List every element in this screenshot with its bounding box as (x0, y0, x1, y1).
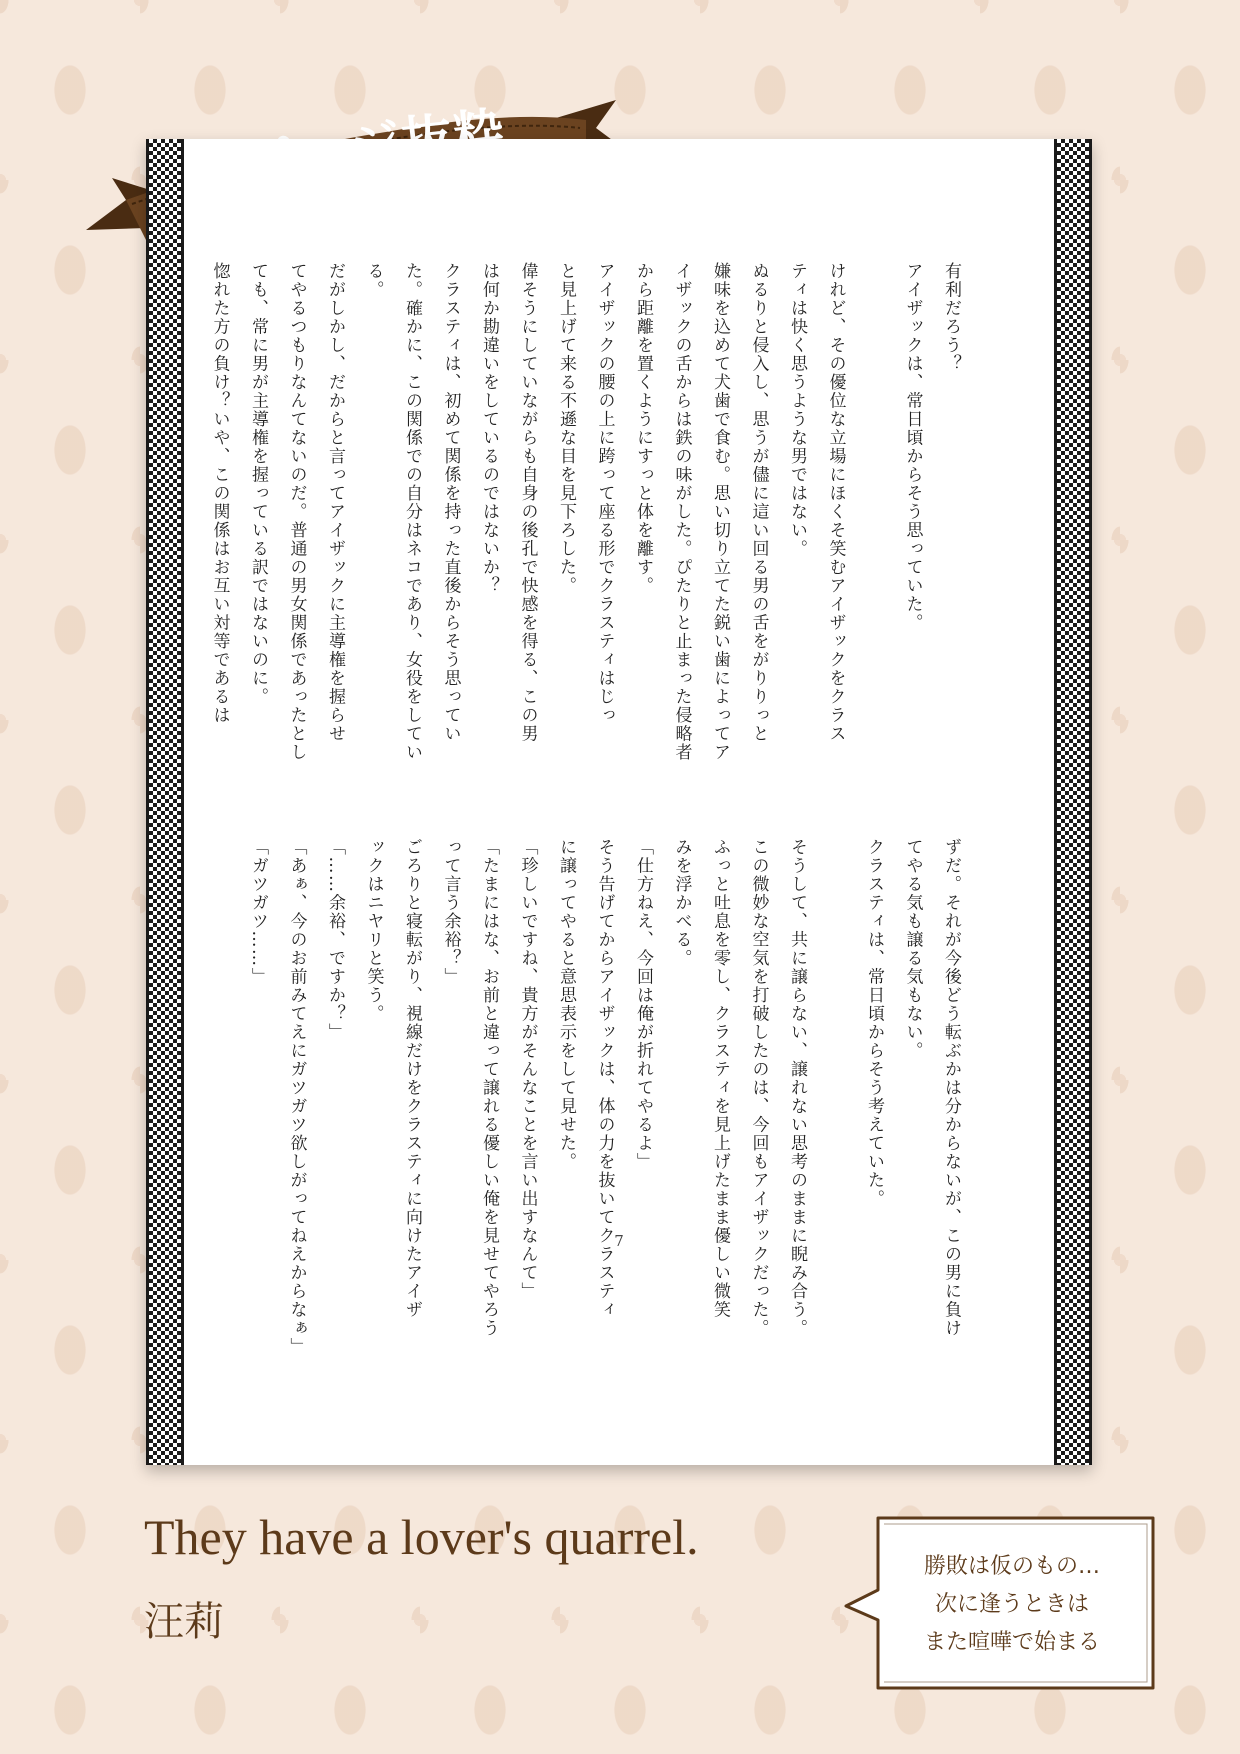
text-line: 有利だろう？ (941, 262, 961, 373)
english-title: They have a lover's quarrel. (144, 1509, 699, 1565)
text-line: 「あぁ、今のお前みてえにガツガツ欲しがってねえからなぁ」 (286, 838, 307, 1356)
text-line: イザックの舌からは鉄の味がした。ぴたりと止まった侵略者 (671, 262, 692, 762)
text-line: ても、常に男が主導権を握っている訳ではないのに。 (248, 262, 268, 706)
text-line: そう告げてからアイザックは、体の力を抜いてクラスティ (594, 838, 615, 1319)
bubble-line: 勝敗は仮のもの… (923, 1554, 1100, 1579)
text-line: ごろりと寝転がり、視線だけをクラスティに向けたアイザ (402, 838, 422, 1319)
text-line: クラスティは、常日頃からそう考えていた。 (864, 838, 884, 1208)
text-line: は何か勘違いをしているのではないか？ (479, 262, 499, 595)
bubble-text (872, 1548, 1152, 1662)
text-line: そうして、共に譲らない、譲れない思考のままに睨み合う。 (787, 838, 807, 1338)
text-line: から距離を置くようにすっと体を離す。 (633, 262, 653, 595)
text-line (816, 838, 855, 1358)
bubble-line: また喧嘩で始まる (923, 1630, 1100, 1655)
text-line: クラスティは、初めて関係を持った直後からそう思ってい (440, 262, 461, 743)
text-line: 「仕方ねえ、今回は俺が折れてやるよ」 (633, 838, 653, 1171)
lower-text-block (248, 838, 970, 1358)
bubble-line: 次に逢うときは (934, 1592, 1089, 1617)
text-line: ティは快く思うような男ではない。 (787, 262, 807, 558)
text-line: ふっと吐息を零し、クラスティを見上げたまま優しい微笑 (710, 838, 730, 1319)
text-line: る。 (363, 262, 384, 299)
text-line: 「……余裕、ですか？」 (325, 838, 345, 1042)
text-line: 惚れた方の負け？いや、この関係はお互い対等であるは (209, 262, 230, 725)
text-line: けれど、その優位な立場にほくそ笑むアイザックをクラス (825, 262, 846, 743)
text-line: ずだ。それが今後どう転ぶかは分からないが、この男に負け (941, 838, 961, 1338)
text-line: と見上げて来る不遜な目を見下ろした。 (556, 262, 576, 595)
author-name: 汪莉 (144, 1599, 224, 1645)
right-checker-border (1054, 139, 1092, 1465)
text-line: アイザックは、常日頃からそう思っていた。 (902, 262, 923, 632)
text-line: に譲ってやると意思表示をして見せた。 (556, 838, 576, 1171)
text-line: た。確かに、この関係での自分はネコであり、女役をしてい (402, 262, 422, 762)
text-line: 「たまにはな、お前と違って譲れる優しい俺を見せてやろう (479, 838, 499, 1338)
text-line: アイザックの腰の上に跨って座る形でクラスティはじっ (594, 262, 615, 725)
text-line: だがしかし、だからと言ってアイザックに主導権を握らせ (325, 262, 345, 743)
text-line (855, 262, 894, 782)
text-line: ぬるりと侵入し、思うが儘に這い回る男の舌をがりりっと (748, 262, 769, 743)
text-line: って言う余裕？」 (440, 838, 461, 986)
text-line: 「珍しいですね、貴方がそんなことを言い出すなんて」 (517, 838, 538, 1301)
text-line: 「ガツガツ……」 (248, 838, 268, 986)
upper-text-block (209, 262, 970, 782)
text-line: みを浮かべる。 (671, 838, 692, 968)
text-line: てやるつもりなんてないのだ。普通の男女関係であったとし (286, 262, 307, 762)
text-line: ックはニヤリと笑う。 (363, 838, 384, 1023)
text-line: この微妙な空気を打破したのは、今回もアイザックだった。 (748, 838, 769, 1338)
text-line: てやる気も譲る気もない。 (902, 838, 923, 1060)
text-line: 偉そうにしていながらも自身の後孔で快感を得る、この男 (517, 262, 538, 743)
left-checker-border (146, 139, 184, 1465)
page-number: 7 (614, 1232, 624, 1250)
text-line: 嫌味を込めて犬歯で食む。思い切り立てた鋭い歯によってア (710, 262, 730, 762)
